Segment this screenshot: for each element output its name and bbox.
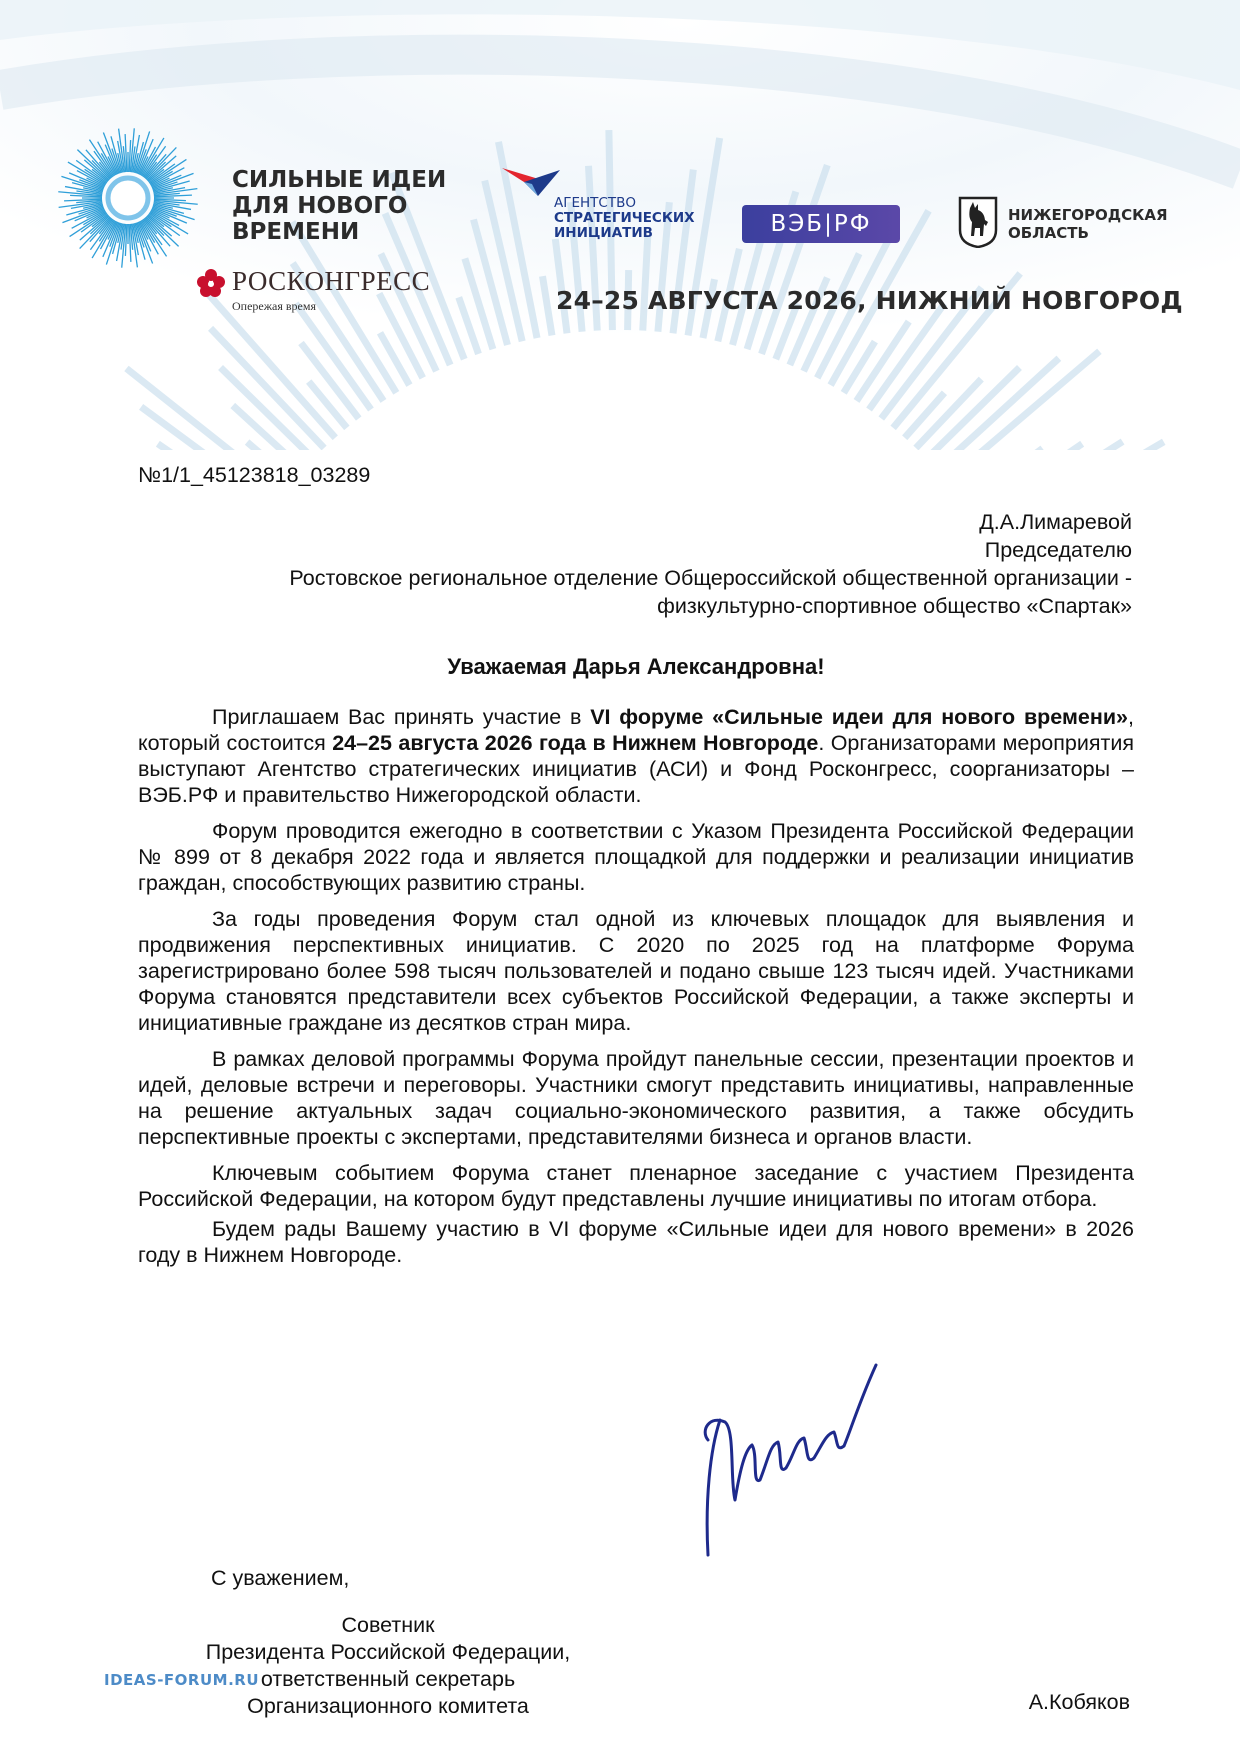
region-deer-emblem-icon (958, 196, 998, 248)
paragraph-history: За годы проведения Форум стал одной из ключевых площадок для выявления и продвижения перспективных инициатив. С 2020 по 2025 год на платформе Форума зарегистрировано более 598 тысяч пользователей и подано свыше 123 тысяч идей. Участниками Форума становятся представители всех субъектов Российской Федерации, а также эксперты и инициативные граждане из десятков стран мира. (138, 907, 1134, 1035)
paragraph-invitation: Приглашаем Вас принять участие в VI форуме «Сильные идеи для нового времени», который состоится 24–25 августа 2026 года в Нижнем Новгороде. Организаторами мероприятия выступают Агентство стратегических инициатив (АСИ) и Фонд Росконгресс, соорганизаторы – ВЭБ.РФ и правительство Нижегородской области. (138, 705, 1134, 807)
roscongress-tagline: Опережая время (232, 299, 316, 313)
signer-name: А.Кобяков (1028, 1690, 1130, 1714)
signer-title-line: ответственный секретарь (260, 1667, 516, 1691)
reference-number: №1/1_45123818_03289 (138, 463, 371, 487)
asi-line: СТРАТЕГИЧЕСКИХ (554, 210, 695, 226)
forum-name-logo (232, 168, 446, 245)
asi-line: АГЕНТСТВО (554, 195, 636, 211)
recipient-name: Д.А.Лимаревой (979, 510, 1132, 534)
letter-body (138, 704, 1134, 1278)
paragraph-plenary: Ключевым событием Форума станет пленарное заседание с участием Президента Российской Федерации, на котором будут представлены лучшие инициативы по итогам отбора. (138, 1161, 1134, 1211)
recipient-block (289, 508, 1132, 620)
region-logo-text (1008, 206, 1168, 242)
footer-website-link[interactable]: IDEAS-FORUM.RU (104, 1671, 260, 1689)
paragraph-program: В рамках деловой программы Форума пройдут панельные сессии, презентации проектов и идей, деловые встречи и переговоры. Участники смогут представить инициативы, направленные на решение актуальных задач социально-экономического развития, а также обсудить перспективные проекты с экспертами, представителями бизнеса и органов власти. (138, 1047, 1134, 1149)
event-dates-location: 24–25 АВГУСТА 2026, НИЖНИЙ НОВГОРОД (556, 286, 1183, 315)
paragraph-decree: Форум проводится ежегодно в соответствии с Указом Президента Российской Федерации № 899 от 8 декабря 2022 года и является площадкой для поддержки и реализации инициатив граждан, способствующих развитию страны. (138, 819, 1134, 895)
forum-logo-line: СИЛЬНЫЕ ИДЕИ (232, 167, 447, 193)
recipient-organization-line: физкультурно-спортивное общество «Спартак» (657, 594, 1132, 618)
signer-title-line: Советник (341, 1613, 435, 1637)
forum-sun-logo (52, 122, 204, 274)
paragraph-closing-invite: Будем рады Вашему участию в VI форуме «Сильные идеи для нового времени» в 2026 году в Нижнем Новгороде. (138, 1217, 1134, 1267)
recipient-position: Председателю (984, 538, 1132, 562)
signer-title-line: Организационного комитета (247, 1694, 529, 1718)
region-line: ОБЛАСТЬ (1008, 224, 1089, 242)
forum-logo-line: ДЛЯ НОВОГО (232, 192, 408, 219)
closing-phrase: С уважением, (211, 1566, 350, 1590)
roscongress-flower-icon (196, 268, 226, 298)
signer-title-line: Президента Российской Федерации, (205, 1640, 571, 1664)
roscongress-name: РОСКОНГРЕСС (232, 266, 431, 296)
asi-logo-text (554, 196, 695, 241)
signer-title (188, 1612, 588, 1720)
salutation: Уважаемая Дарья Александровна! (447, 654, 825, 679)
asi-arrow-icon (502, 166, 562, 200)
handwritten-signature (690, 1360, 900, 1560)
forum-logo-line: ВРЕМЕНИ (232, 218, 360, 245)
region-line: НИЖЕГОРОДСКАЯ (1008, 206, 1168, 224)
asi-line: ИНИЦИАТИВ (554, 225, 653, 241)
recipient-organization-line: Ростовское региональное отделение Общероссийской общественной организации - (289, 566, 1132, 590)
veb-logo: ВЭБ|РФ (742, 205, 900, 243)
